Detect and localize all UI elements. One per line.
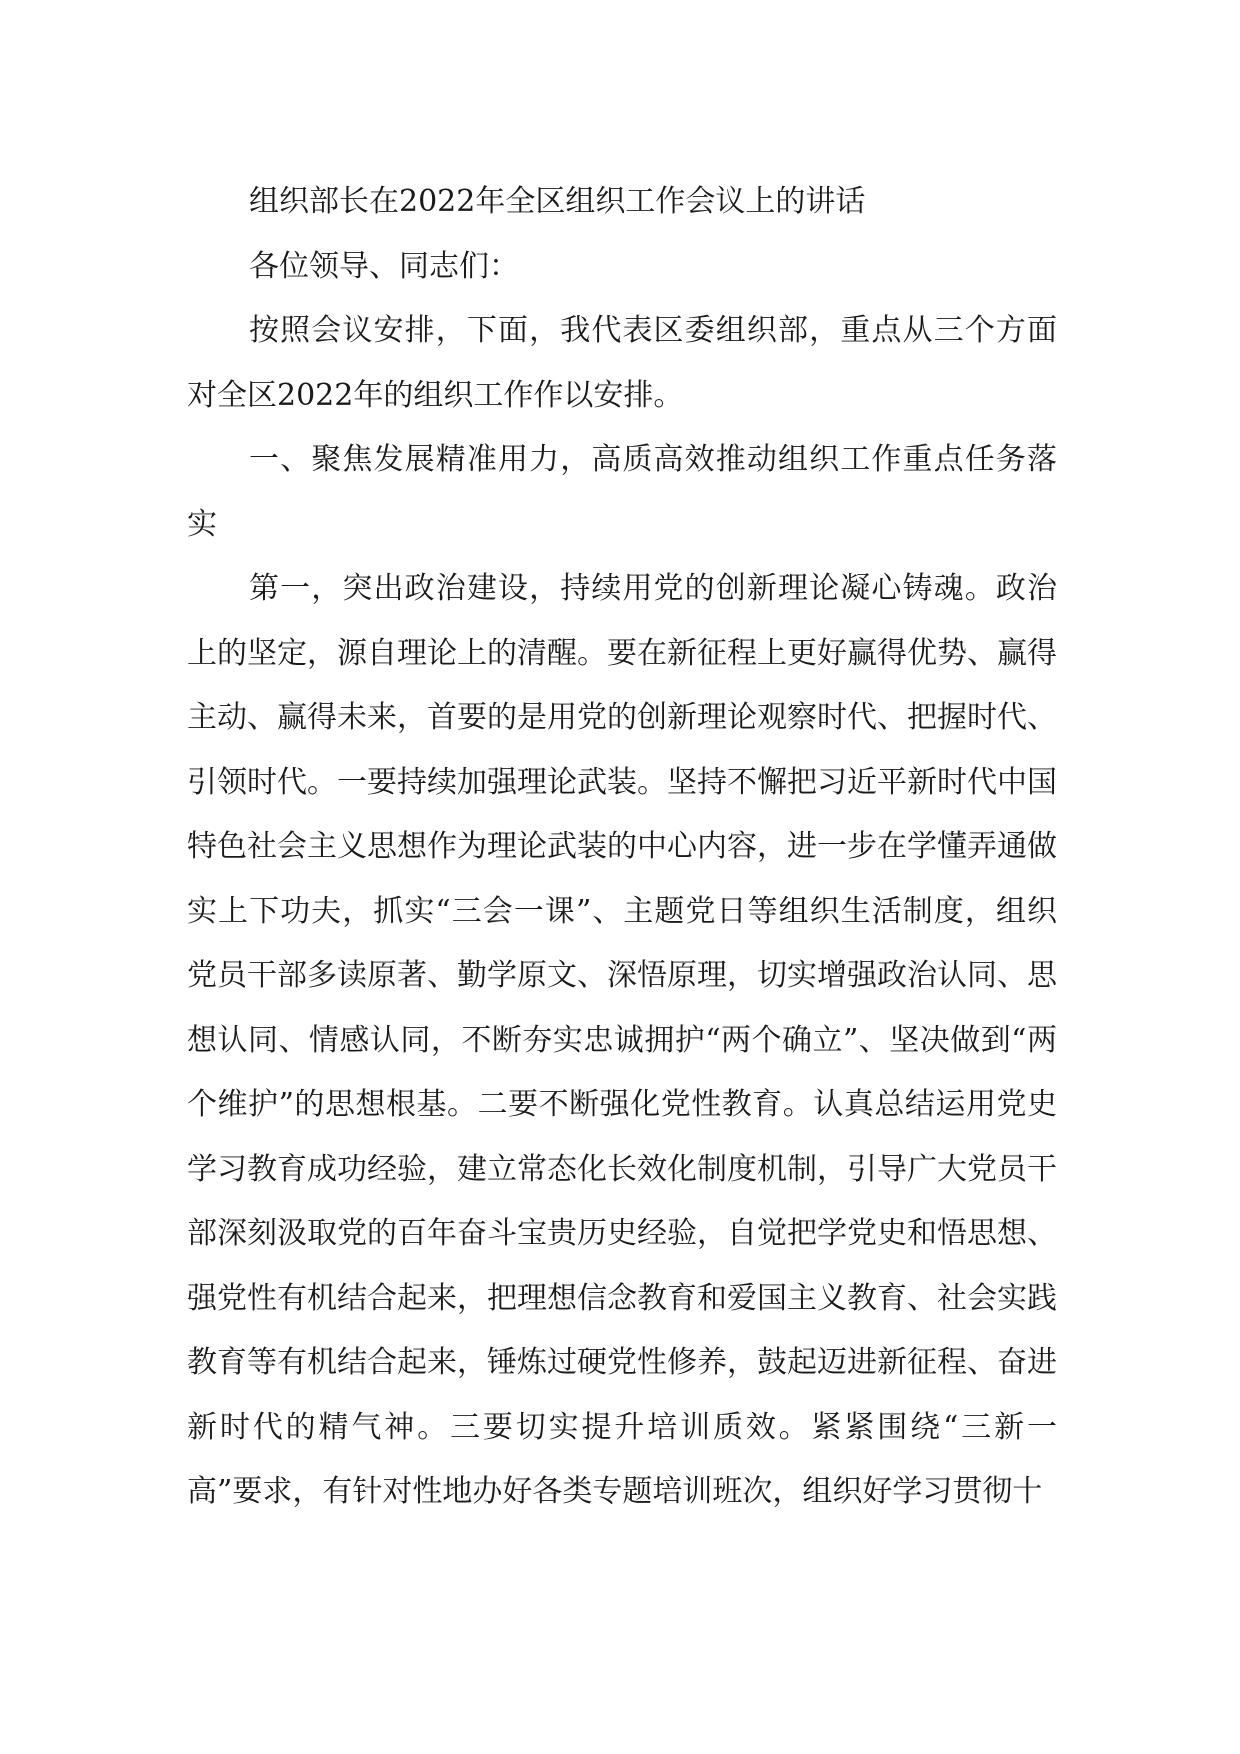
section-heading: 一、聚焦发展精准用力，高质高效推动组织工作重点任务落实	[187, 442, 1057, 542]
salutation: 各位领导、同志们：	[249, 248, 519, 284]
document-title: 组织部长在2022年全区组织工作会议上的讲话	[249, 184, 866, 219]
paragraph-body: 第一，突出政治建设，持续用党的创新理论凝心铸魂。政治上的坚定，源自理论上的清醒。要在新征程上更好赢得优势、赢得主动、赢得未来，首要的是用党的创新理论观察时代、把握时代、引领时代。一要持续加强理论武装。坚持不懈把习近平新时代中国特色社会主义思想作为理论武装的中心内容，进一步在学懂弄通做实上下功夫，抓实“三会一课”、主题党日等组织生活制度，组织党员干部多读原著、勤学原文、深悟原理，切实增强政治认同、思想认同、情感认同，不断夯实忠诚拥护“两个确立”、坚决做到“两个维护”的思想根基。二要不断强化党性教育。认真总结运用党史学习教育成功经验，建立常态化长效化制度机制，引导广大党员干部深刻汲取党的百年奋斗宝贵历史经验，自觉把学党史和悟思想、强党性有机结合起来，把理想信念教育和爱国主义教育、社会实践教育等有机结合起来，锤炼过硬党性修养，鼓起迈进新征程、奋进新时代的精气神。三要切实提升培训质效。紧紧围绕“三新一高”要求，有针对性地办好各类专题培训班次，组织好学习贯彻十	[187, 571, 1057, 1509]
document-body	[187, 170, 1057, 1525]
paragraph-intro: 按照会议安排，下面，我代表区委组织部，重点从三个方面对全区2022年的组织工作作以安排。	[187, 313, 1057, 413]
